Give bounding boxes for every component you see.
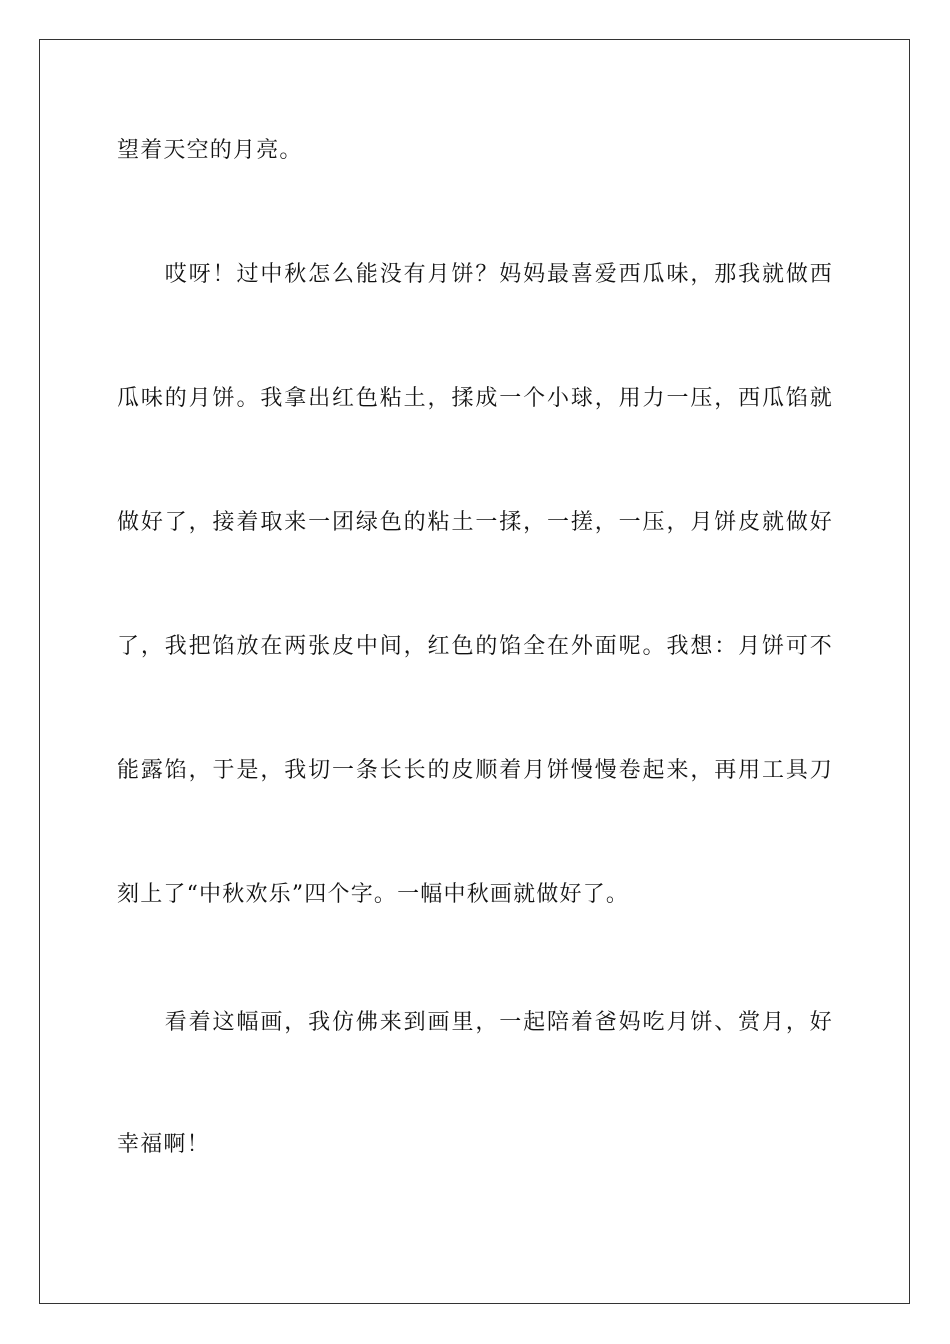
paragraph-line: 哎呀！过中秋怎么能没有月饼？妈妈最喜爱西瓜味，那我就做西	[117, 262, 833, 287]
paragraph-line: 能露馅，于是，我切一条长长的皮顺着月饼慢慢卷起来，再用工具刀	[117, 758, 833, 783]
paragraph-line: 望着天空的月亮。	[117, 138, 303, 163]
paragraph-line: 了，我把馅放在两张皮中间，红色的馅全在外面呢。我想：月饼可不	[117, 634, 833, 659]
paragraph-line: 瓜味的月饼。我拿出红色粘土，揉成一个小球，用力一压，西瓜馅就	[117, 386, 833, 411]
page-border	[39, 39, 910, 1304]
paragraph-line: 做好了，接着取来一团绿色的粘土一揉，一搓，一压，月饼皮就做好	[117, 510, 833, 535]
paragraph-line: 幸福啊！	[117, 1132, 210, 1157]
paragraph-line: 看着这幅画，我仿佛来到画里，一起陪着爸妈吃月饼、赏月，好	[117, 1010, 833, 1035]
paragraph-line: 刻上了“中秋欢乐”四个字。一幅中秋画就做好了。	[117, 882, 630, 907]
